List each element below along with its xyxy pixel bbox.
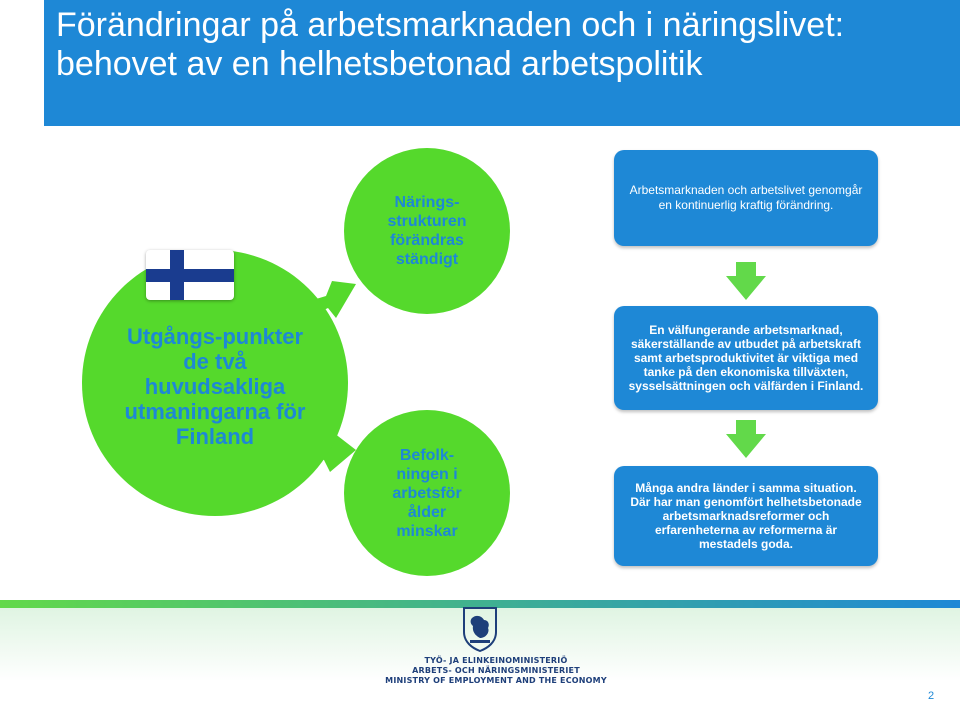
slide-title: Förändringar på arbetsmarknaden och i näringslivet: behovet av en helhetsbetonad arbetspolitik [56,6,845,83]
ministry-logo-text [376,656,616,686]
lion-crest-icon [460,606,500,652]
info-box-1-text: Arbetsmarknaden och arbetslivet genomgår en kontinuerlig kraftig förändring. [629,183,863,212]
info-box-1 [614,150,878,246]
info-box-2-text: En välfungerande arbetsmarknad, säkerställande av utbudet på arbetskraft samt arbetsproduktivitet är viktiga med tanke på den ekonomiska tillväxten, sysselsättningen och välfärden i Finland. [628,323,864,393]
bottom-circle [344,410,510,576]
arrow-down-icon [726,420,766,460]
bottom-circle-text: Befolk-ningen i arbetsför ålder minskar [392,446,462,540]
top-circle [344,148,510,314]
ministry-name-sv: ARBETS- OCH NÄRINGSMINISTERIET [412,666,580,675]
info-box-3 [614,466,878,566]
top-circle-text: Närings-strukturen förändras ständigt [387,194,467,268]
info-box-2 [614,306,878,410]
ministry-name-en: MINISTRY OF EMPLOYMENT AND THE ECONOMY [385,676,607,685]
finland-flag-icon [146,250,234,300]
main-circle-text: Utgångs-punkter de två huvudsakliga utmaningarna för Finland [124,323,306,449]
page-number: 2 [928,690,935,702]
info-box-3-text: Många andra länder i samma situation. Där har man genomfört helhetsbetonade arbetsmarknadsreformer och erfarenheterna av reformerna är mestadels goda. [630,481,862,551]
arrow-down-icon [726,262,766,302]
ministry-name-fi: TYÖ- JA ELINKEINOMINISTERIÖ [424,656,568,665]
